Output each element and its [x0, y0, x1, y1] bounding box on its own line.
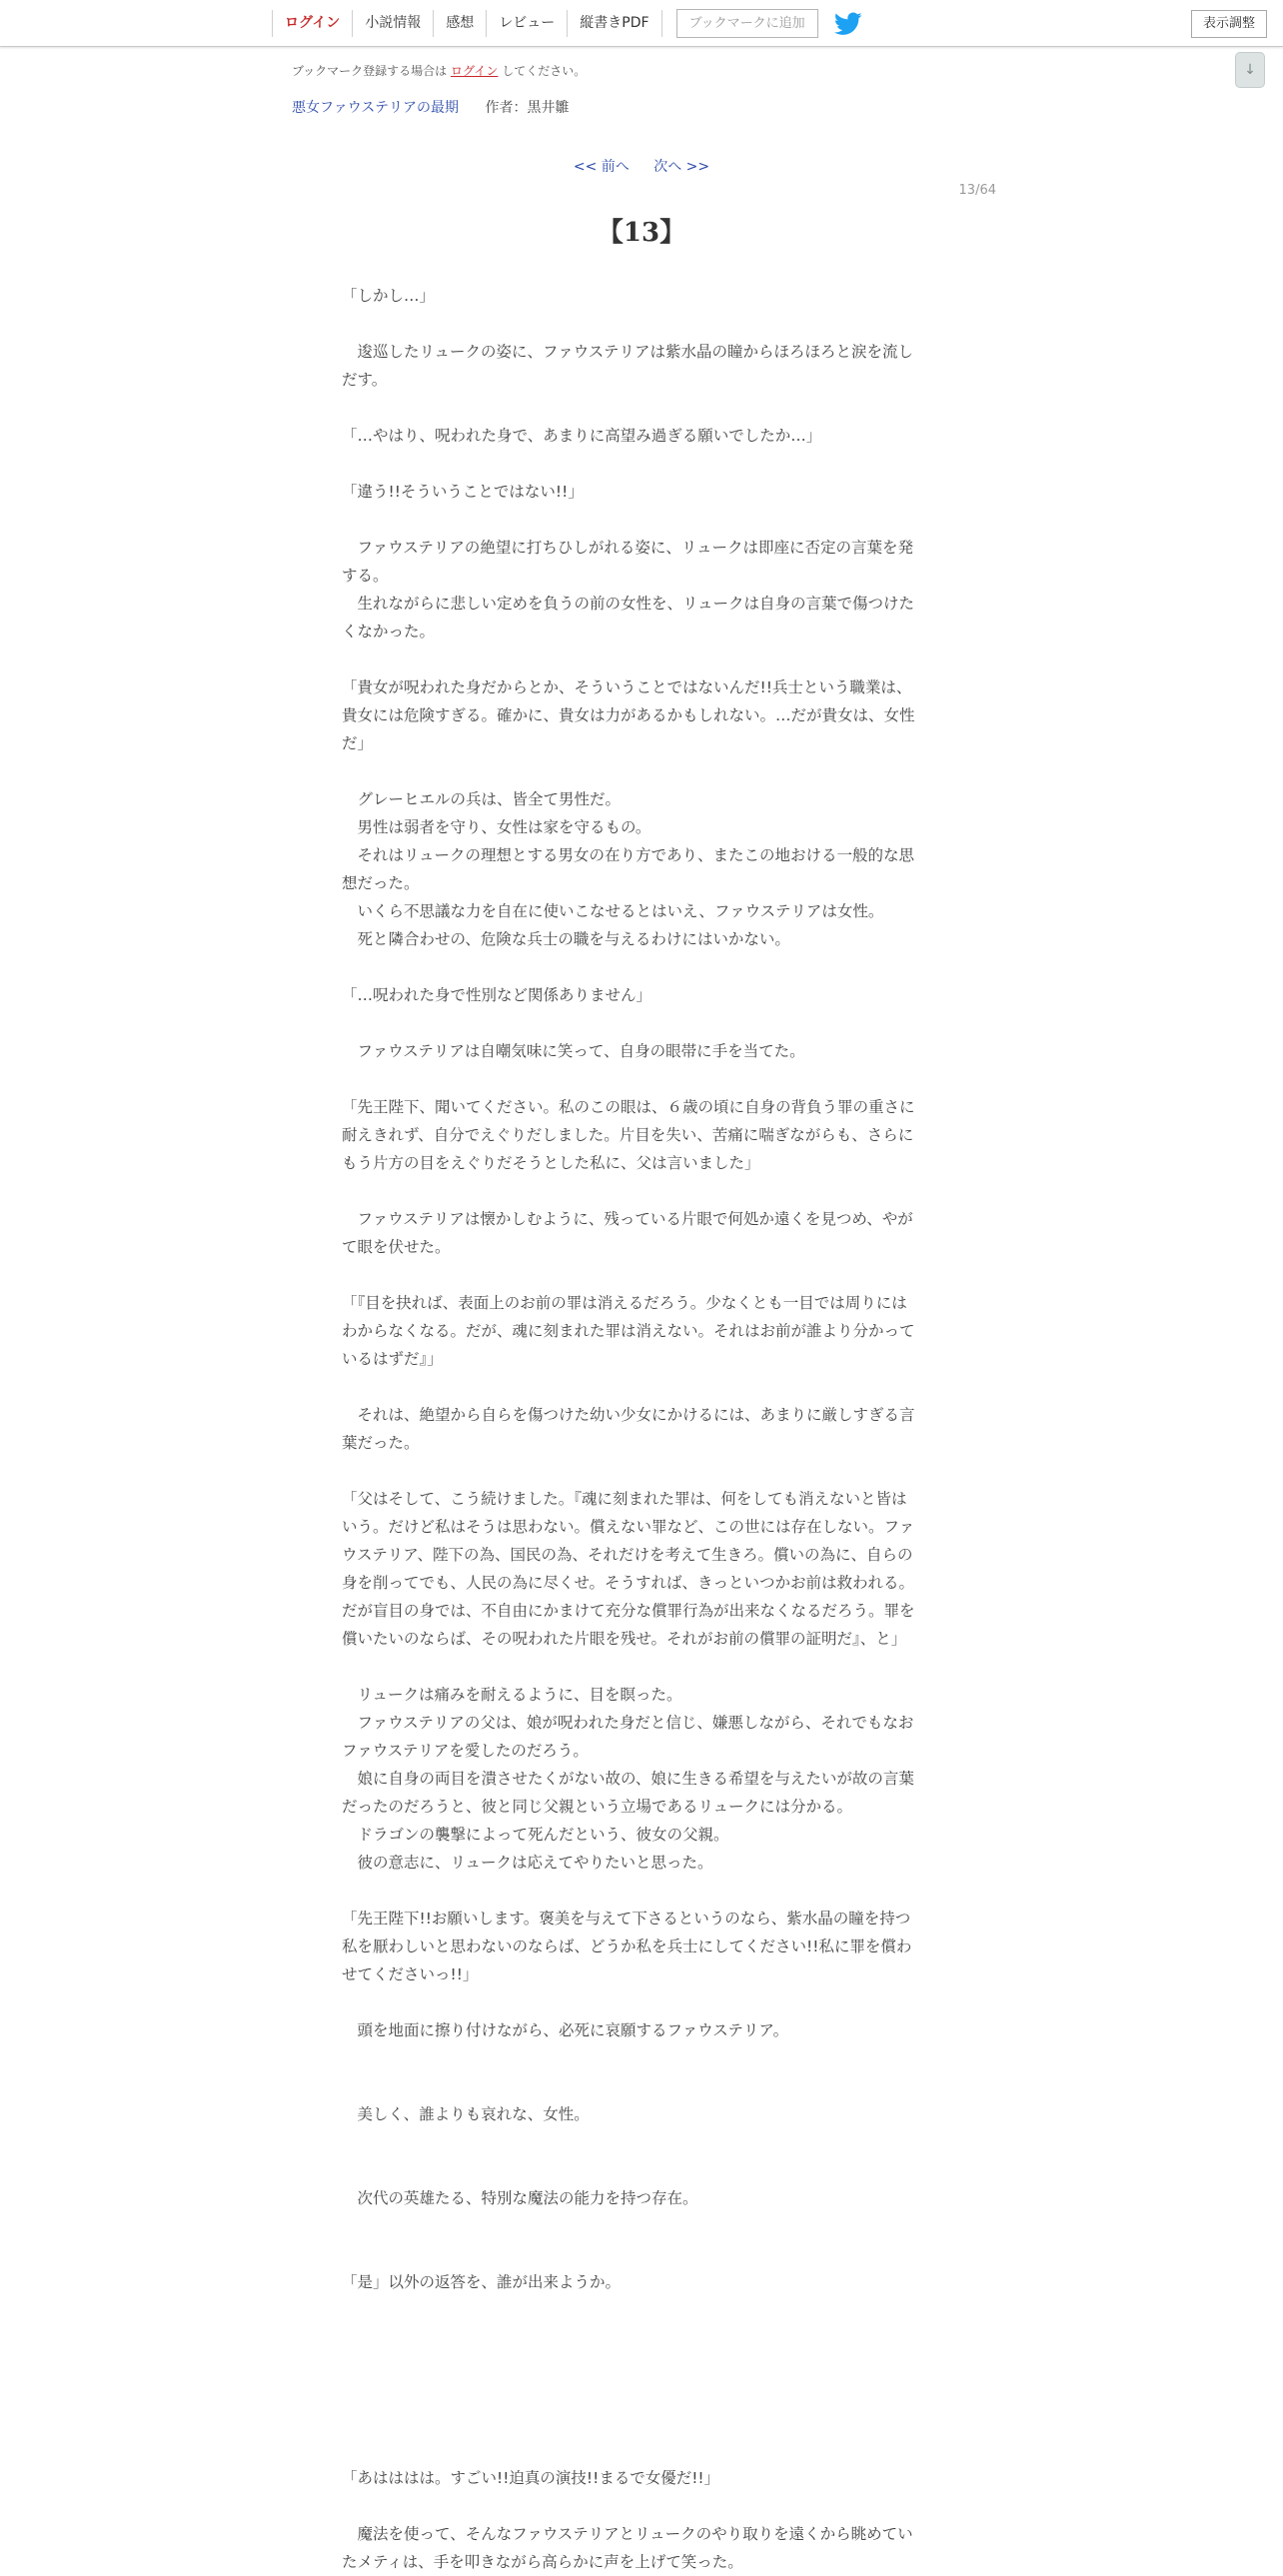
body-line: 彼の意志に、リュークは応えてやりたいと思った。: [342, 1854, 713, 1872]
body-line: [342, 1653, 941, 1681]
body-line: 死と隣合わせの、危険な兵士の職を与えるわけにはいかない。: [342, 930, 790, 948]
chapter-title: 【13】: [597, 218, 686, 248]
author-name: 作者：黒井雛: [485, 100, 570, 116]
body-line: ファウステリアを愛したのだろう。: [342, 1742, 589, 1760]
top-navigation-bar: [0, 0, 1283, 47]
body-line: せてくださいっ!!」: [342, 1965, 479, 1983]
nav-login-link[interactable]: ログイン: [272, 10, 352, 37]
body-line: ファウステリアの父は、娘が呪われた身だと信じ、嫌悪しながら、それでもなお: [342, 1714, 914, 1732]
novel-title-row: [292, 97, 569, 117]
body-line: 「先王陛下、聞いてください。私のこの眼は、６歳の頃に自身の背負う罪の重さに: [342, 1098, 915, 1116]
body-line: [342, 2324, 941, 2352]
nav-vertical-pdf-link[interactable]: 縦書きPDF: [567, 10, 661, 37]
body-line: [342, 1988, 941, 2016]
body-line: だが盲目の身では、不自由にかまけて充分な償罪行為が出来なくなるだろう。罪を: [342, 1602, 915, 1620]
login-note-prefix: ブックマーク登録する場合は: [292, 64, 448, 78]
body-line: くなかった。: [342, 623, 436, 641]
body-line: いるはずだ』」: [342, 1350, 443, 1368]
body-line: [342, 1009, 941, 1037]
login-note-link[interactable]: ログイン: [451, 64, 499, 78]
novel-body-text: [342, 282, 941, 2576]
body-line: たメティは、手を叩きながら高らかに声を上げて笑った。: [342, 2553, 743, 2571]
body-line: [342, 2240, 941, 2268]
episode-counter: 13/64: [958, 183, 996, 198]
body-line: [342, 2212, 941, 2240]
body-line: グレーヒエルの兵は、皆全て男性だ。: [342, 790, 622, 808]
body-line: それはリュークの理想とする男女の在り方であり、またこの地おける一般的な思: [342, 846, 915, 864]
body-line: [342, 1177, 941, 1205]
body-line: もう片方の目をえぐりだそうとした私に、父は言いました」: [342, 1154, 760, 1172]
display-settings-button[interactable]: 表示調整: [1191, 10, 1267, 38]
body-line: 「『目を抉れば、表面上のお前の罪は消えるだろう。少なくとも一目では周りには: [342, 1294, 907, 1312]
episode-pager: [0, 156, 1283, 176]
body-line: 生れながらに悲しい定めを負うの前の女性を、リュークは自身の言葉で傷つけた: [342, 595, 915, 613]
bookmark-login-note: [292, 62, 586, 79]
body-line: だす。: [342, 371, 388, 389]
body-line: 「父はそして、こう続けました。『魂に刻まれた罪は、何をしても消えないと皆は: [342, 1490, 907, 1508]
body-line: [342, 2044, 941, 2072]
novel-title-link[interactable]: 悪女ファウステリアの最期: [292, 100, 460, 116]
body-line: [342, 2408, 941, 2436]
body-line: 娘に自身の両目を潰させたくがない故の、娘に生きる希望を与えたいが故の言葉: [342, 1770, 914, 1788]
body-line: 耐えきれず、自分でえぐりだしました。片目を失い、苦痛に喘ぎながらも、さらに: [342, 1126, 914, 1144]
body-line: それは、絶望から自らを傷つけた幼い少女にかけるには、あまりに厳しすぎる言: [342, 1406, 915, 1424]
body-line: 「貴女が呪われた身だからとか、そういうことではないんだ!!兵士という職業は、: [342, 678, 912, 696]
body-line: [342, 757, 941, 785]
body-line: 逡巡したリュークの姿に、ファウステリアは紫水晶の瞳からほろほろと涙を流し: [342, 343, 913, 361]
body-line: だったのだろうと、彼と同じ父親という立場であるリュークには分かる。: [342, 1798, 853, 1816]
body-line: 「是」以外の返答を、誰が出来ようか。: [342, 2273, 622, 2291]
nav-menu: [272, 10, 862, 37]
body-line: [342, 2352, 941, 2380]
body-line: [342, 450, 941, 478]
body-line: て眼を伏せた。: [342, 1238, 451, 1256]
body-line: する。: [342, 567, 389, 585]
body-line: [342, 2072, 941, 2100]
login-note-suffix: してください。: [502, 64, 587, 78]
body-line: いう。だけど私はそうは思わない。償えない罪など、この世には存在しない。ファ: [342, 1518, 915, 1536]
nav-review-link[interactable]: レビュー: [486, 10, 567, 37]
body-line: [342, 310, 941, 338]
body-line: 想だった。: [342, 874, 420, 892]
body-line: [342, 1373, 941, 1401]
body-line: 頭を地面に擦り付けながら、必死に哀願するファウステリア。: [342, 2021, 789, 2039]
body-line: 償いたいのならば、その呪われた片眼を残せ。それがお前の償罪の証明だ』、と」: [342, 1630, 907, 1648]
body-line: 男性は弱者を守り、女性は家を守るもの。: [342, 818, 651, 836]
body-line: 貴女には危険すぎる。確かに、貴女は力があるかもしれない。…だが貴女は、女性: [342, 706, 915, 724]
body-line: 身を削ってでも、人民の為に尽くせ。そうすれば、きっといつかお前は救われる。: [342, 1574, 915, 1592]
body-line: [342, 953, 941, 981]
body-line: [342, 1877, 941, 1905]
body-line: [342, 2128, 941, 2156]
body-line: 美しく、誰よりも哀れな、女性。: [342, 2105, 590, 2123]
body-line: 魔法を使って、そんなファウステリアとリュークのやり取りを遠くから眺めてい: [342, 2525, 913, 2543]
body-line: [342, 2436, 941, 2464]
prev-episode-link[interactable]: << 前へ: [573, 159, 630, 175]
scroll-down-button[interactable]: ↓: [1235, 52, 1265, 88]
body-line: ファウステリアは自嘲気味に笑って、自身の眼帯に手を当てた。: [342, 1042, 805, 1060]
body-line: 葉だった。: [342, 1434, 420, 1452]
body-line: [342, 1065, 941, 1093]
body-line: ウステリア、陛下の為、国民の為、それだけを考えて生きろ。償いの為に、自らの: [342, 1546, 913, 1564]
body-line: [342, 394, 941, 422]
body-line: [342, 645, 941, 673]
body-line: リュークは痛みを耐えるように、目を瞑った。: [342, 1686, 682, 1704]
body-line: 「…呪われた身で性別など関係ありません」: [342, 986, 652, 1004]
next-episode-link[interactable]: 次へ >>: [653, 159, 710, 175]
body-line: 「違う!!そういうことではない!!」: [342, 483, 584, 501]
body-line: [342, 1261, 941, 1289]
body-line: 次代の英雄たる、特別な魔法の能力を持つ存在。: [342, 2189, 698, 2207]
nav-impressions-link[interactable]: 感想: [433, 10, 486, 37]
body-line: わからなくなる。だが、魂に刻まれた罪は消えない。それはお前が誰より分かって: [342, 1322, 915, 1340]
body-line: 「あはははは。すごい!!迫真の演技!!まるで女優だ!!」: [342, 2469, 720, 2487]
body-line: 「…やはり、呪われた身で、あまりに高望み過ぎる願いでしたか…」: [342, 427, 822, 445]
body-line: 「先王陛下!!お願いします。褒美を与えて下さるというのなら、紫水晶の瞳を持つ: [342, 1910, 911, 1928]
nav-novel-info-link[interactable]: 小説情報: [352, 10, 433, 37]
body-line: ファウステリアの絶望に打ちひしがれる姿に、リュークは即座に否定の言葉を発: [342, 539, 913, 557]
body-line: [342, 2296, 941, 2324]
body-line: [342, 1457, 941, 1485]
body-line: [342, 2156, 941, 2184]
body-line: [342, 2492, 941, 2520]
add-bookmark-button[interactable]: ブックマークに追加: [676, 9, 818, 38]
body-line: 私を厭わしいと思わないのならば、どうか私を兵士にしてください!!私に罪を償わ: [342, 1937, 912, 1955]
body-line: いくら不思議な力を自在に使いこなせるとはいえ、ファウステリアは女性。: [342, 902, 884, 920]
twitter-bird-icon[interactable]: [834, 12, 862, 36]
body-line: [342, 2380, 941, 2408]
body-line: [342, 506, 941, 534]
body-line: だ」: [342, 734, 374, 752]
body-line: ファウステリアは懐かしむように、残っている片眼で何処か遠くを見つめ、やが: [342, 1210, 913, 1228]
body-line: 「しかし…」: [342, 287, 436, 305]
body-line: ドラゴンの襲撃によって死んだという、彼女の父親。: [342, 1826, 729, 1844]
